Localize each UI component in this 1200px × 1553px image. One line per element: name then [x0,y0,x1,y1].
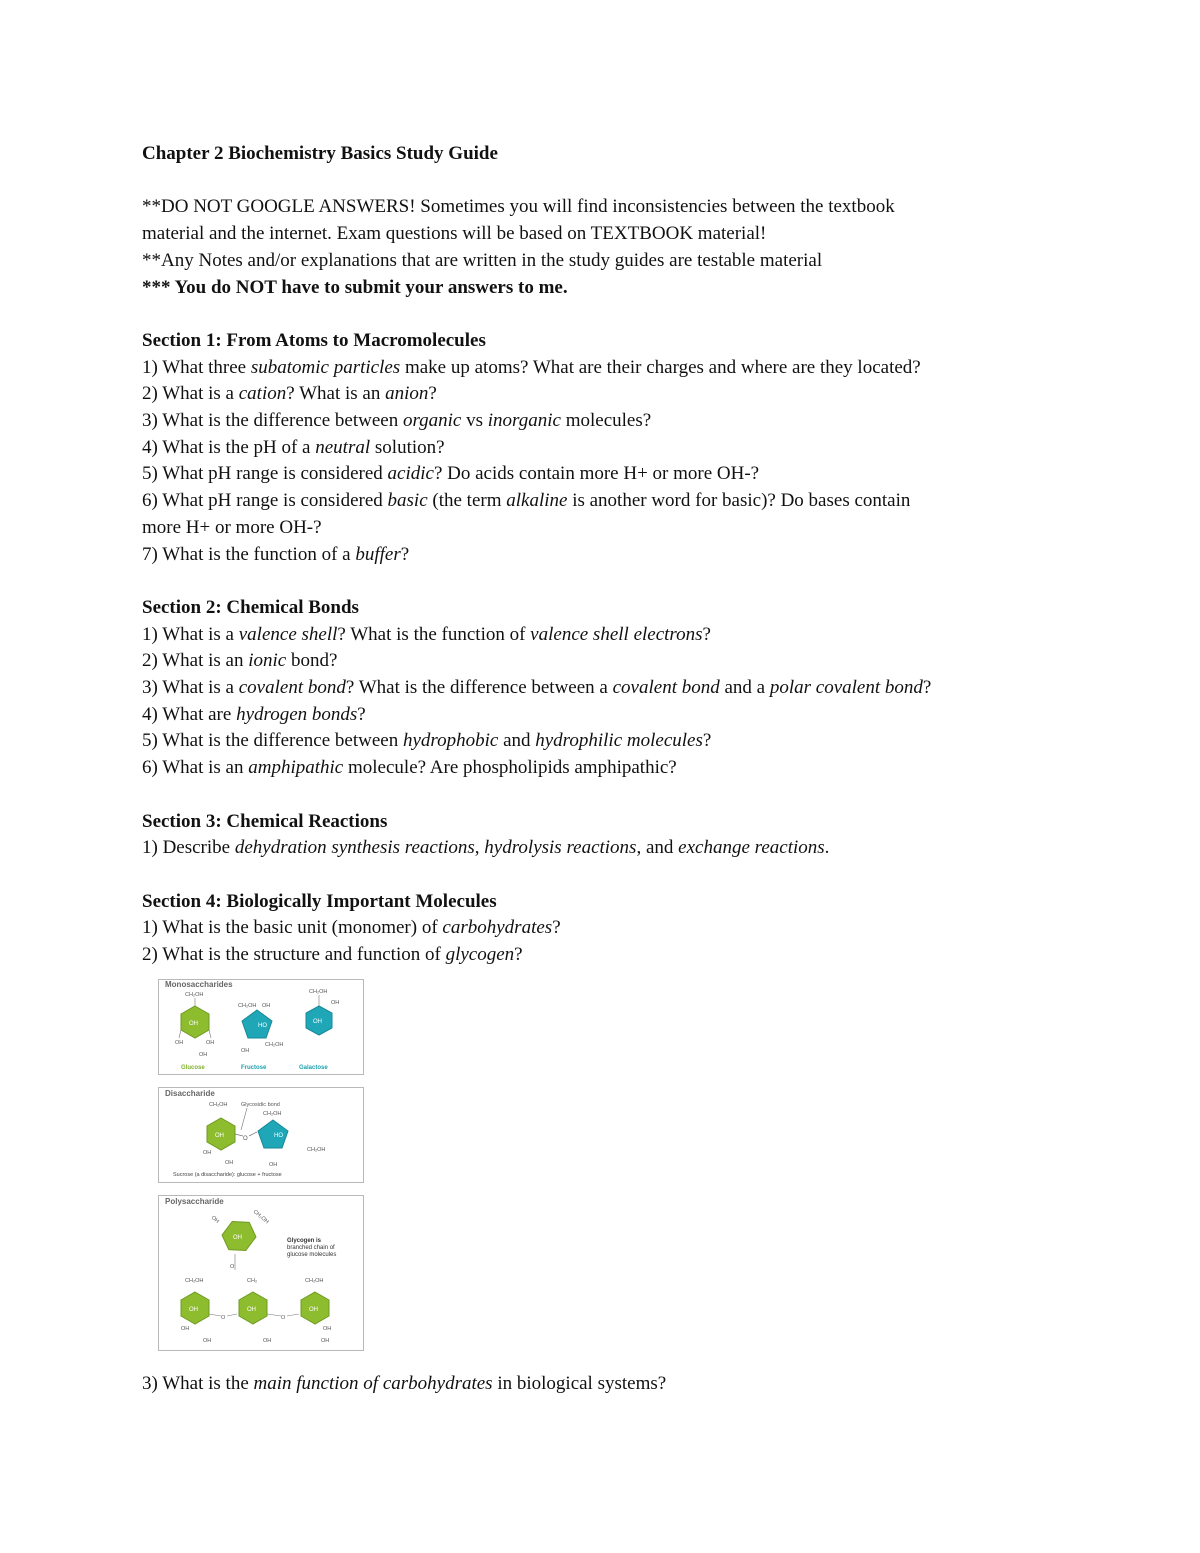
glucose-ch2oh-label: CH₂OH [185,991,204,998]
monosaccharides-title: Monosaccharides [165,979,233,989]
glucose-molecule [175,992,214,1071]
branch-oh-label: OH [209,1214,220,1225]
carbohydrate-figure [158,979,364,1351]
galactose-molecule [299,989,339,1071]
chain-oh-2: OH [203,1337,212,1344]
warning-line-1: **DO NOT GOOGLE ANSWERS! Sometimes you will find inconsistencies between the textbook [142,196,895,218]
question-1-6: 6) What pH range is considered basic (the term alkaline is another word for basic)? Do bases contain [142,490,911,512]
question-2-4: 4) What are hydrogen bonds? [142,703,366,725]
document-body [142,141,1062,1397]
sucrose-ch2oh-top: CH₂OH [263,1110,282,1117]
fructose-molecule [238,1003,283,1071]
galactose-label: Galactose [299,1064,328,1071]
question-2-6: 6) What is an amphipathic molecule? Are phospholipids amphipathic? [142,757,677,779]
chain-oh-5: OH [321,1337,330,1344]
monosaccharides-panel [158,979,364,1075]
section-4-heading: Section 4: Biologically Important Molecules [142,890,497,912]
fructose-ch2oh-bottom: CH₂OH [265,1041,284,1048]
branch-ch2oh-label: CH₂OH [251,1208,270,1226]
section-3-heading: Section 3: Chemical Reactions [142,810,388,832]
sucrose-o-label: O [243,1135,248,1142]
question-2-1: 1) What is a valence shell? What is the function of valence shell electrons? [142,623,711,645]
branch-o-label: O [230,1263,235,1270]
chain-ring-label-1: OH [189,1306,198,1313]
question-3-1: 1) Describe dehydration synthesis reactions, hydrolysis reactions, and exchange reactions. [142,837,830,859]
fructose-ring [242,1010,272,1038]
sucrose-oh-bottom: OH [225,1159,234,1166]
question-1-5: 5) What pH range is considered acidic? Do acids contain more H+ or more OH-? [142,463,760,485]
glycogen-note-1: Glycogen is [287,1237,322,1244]
fructose-ch2oh-label: CH₂OH [238,1002,257,1009]
galactose-ring-label: OH [313,1018,322,1025]
chain-ring-label-3: OH [309,1306,318,1313]
sucrose-oh-left: OH [203,1149,212,1156]
notes-line: **Any Notes and/or explanations that are written in the study guides are testable material [142,249,823,271]
fructose-oh-top: OH [262,1002,271,1009]
galactose-oh-right: OH [331,999,340,1006]
sucrose-ch2oh-right: CH₂OH [307,1146,326,1153]
branch-ring-label: OH [233,1234,242,1241]
question-1-2: 2) What is a cation? What is an anion? [142,383,437,405]
glucose-oh-right: OH [206,1039,215,1046]
glycosidic-bond-label: Glycosidic bond [241,1101,280,1108]
chain-ring-label-2: OH [247,1306,256,1313]
glucose-oh-bottom: OH [199,1051,208,1058]
glucose-oh-left: OH [175,1039,184,1046]
page-title: Chapter 2 Biochemistry Basics Study Guide [142,143,498,164]
glucose-ring-label: OH [189,1020,198,1027]
chain-oh-4: OH [323,1325,332,1332]
question-4-1: 1) What is the basic unit (monomer) of carbohydrates? [142,917,561,939]
sucrose-oh-bottom-right: OH [269,1161,278,1168]
question-4-2: 2) What is the structure and function of glycogen? [142,944,523,966]
sucrose-caption: Sucrose (a disaccharide): glucose + fructose [173,1171,282,1178]
chain-oh-1: OH [181,1325,190,1332]
question-1-6-continued: more H+ or more OH-? [142,516,322,538]
question-1-1: 1) What three subatomic particles make up atoms? What are their charges and where are they located? [142,356,921,378]
chain-ch2-2: CH₂ [247,1277,258,1284]
chain-o-1: O [221,1314,226,1321]
glucose-label: Glucose [181,1064,205,1071]
question-2-5: 5) What is the difference between hydrophobic and hydrophilic molecules? [142,730,712,752]
sucrose-fructose-ring-label: HO [274,1132,283,1139]
chain-o-2: O [281,1314,286,1321]
fructose-oh-bottom: OH [241,1047,250,1054]
section-2-heading: Section 2: Chemical Bonds [142,596,359,618]
section-1-heading: Section 1: From Atoms to Macromolecules [142,329,486,351]
question-1-3: 3) What is the difference between organic vs inorganic molecules? [142,410,652,431]
sucrose-glucose-ring-label: OH [215,1132,224,1139]
polysaccharide-panel [158,1195,364,1351]
fructose-ring-label: HO [258,1022,267,1029]
question-1-4: 4) What is the pH of a neutral solution? [142,436,445,458]
disaccharide-title: Disaccharide [165,1088,215,1098]
polysaccharide-title: Polysaccharide [165,1196,224,1206]
disaccharide-ch2oh-label: CH₂OH [209,1101,228,1108]
question-4-3: 3) What is the main function of carbohydrates in biological systems? [142,1372,667,1394]
glycogen-note-3: glucose molecules [287,1251,337,1258]
fructose-label: Fructose [241,1064,267,1071]
question-1-7: 7) What is the function of a buffer? [142,543,410,565]
warning-line-2: material and the internet. Exam questions will be based on TEXTBOOK material! [142,223,767,245]
chain-ch2oh-3: CH₂OH [305,1277,324,1284]
galactose-ch2oh-label: CH₂OH [309,988,328,995]
question-2-2: 2) What is an ionic bond? [142,650,338,672]
disaccharide-panel [158,1087,364,1183]
glycogen-note-2: branched chain of [287,1244,335,1251]
question-2-3: 3) What is a covalent bond? What is the difference between a covalent bond and a polar covalent bond? [142,677,932,699]
sucrose-fructose-ring [258,1120,288,1148]
submit-line: *** You do NOT have to submit your answers to me. [142,276,568,298]
chain-oh-3: OH [263,1337,272,1344]
chain-ch2oh-1: CH₂OH [185,1277,204,1284]
